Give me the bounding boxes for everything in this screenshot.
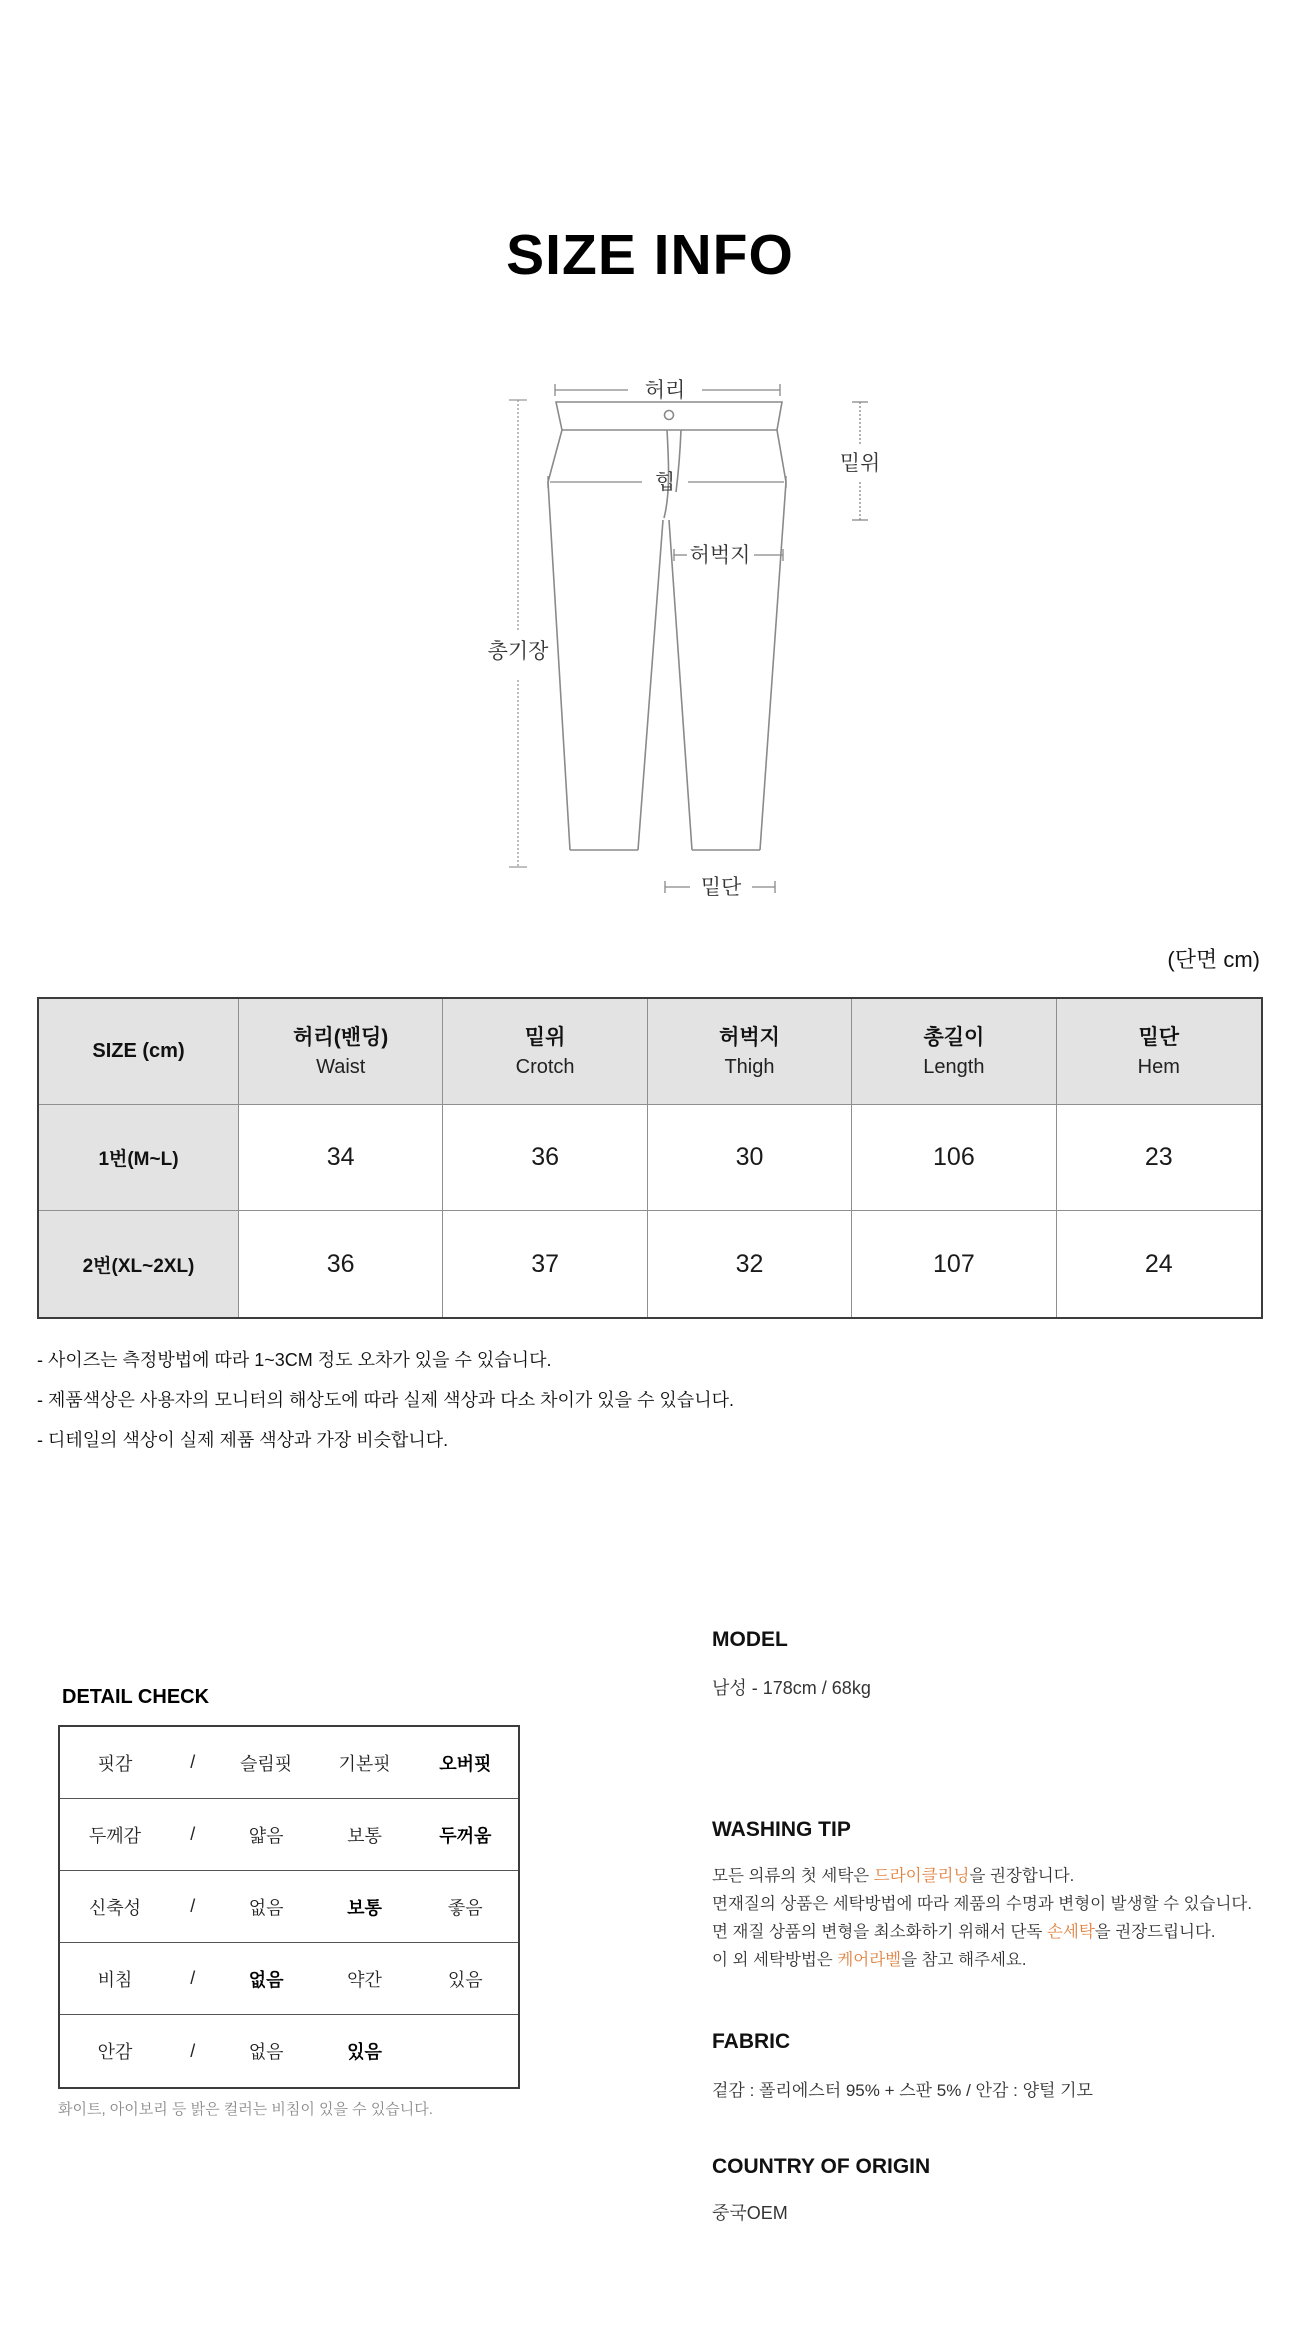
diagram-label-total-length: 총기장	[487, 640, 549, 663]
washing-tip-line	[712, 1862, 1272, 1890]
size-table-row-label: 2번(XL~2XL)	[39, 1211, 239, 1317]
washing-tip-text: 을 권장드립니다.	[1094, 1923, 1216, 1941]
size-table-cell: 34	[239, 1105, 443, 1211]
detail-check-row	[60, 1799, 518, 1871]
detail-check-row	[60, 2015, 518, 2087]
washing-tip-text: 면재질의 상품은 세탁방법에 따라 제품의 수명과 변형이 발생할 수 있습니다.	[712, 1895, 1252, 1913]
model-text: 남성 - 178cm / 68kg	[712, 1678, 871, 1698]
washing-tip-text: 이 외 세탁방법은	[712, 1951, 838, 1969]
detail-check-row	[60, 1727, 518, 1799]
fabric-heading: FABRIC	[712, 2030, 791, 2053]
size-table-cell: 37	[443, 1211, 647, 1317]
diagram-label-crotch: 밑위	[839, 452, 881, 475]
size-table-header-cell	[648, 999, 852, 1105]
detail-check-footnote: 화이트, 아이보리 등 밝은 컬러는 비침이 있을 수 있습니다.	[58, 2101, 433, 2118]
detail-check-option: 오버핏	[439, 1753, 492, 1774]
size-table-cell: 106	[852, 1105, 1056, 1211]
size-table-header-ko: 허벅지	[719, 1025, 780, 1049]
washing-tip-heading: WASHING TIP	[712, 1818, 851, 1841]
unit-label: (단면 cm)	[1167, 947, 1260, 972]
size-notes	[37, 1340, 734, 1460]
origin-heading: COUNTRY OF ORIGIN	[712, 2155, 931, 2178]
detail-check-label: 안감	[97, 2042, 133, 2062]
washing-tip-text: 을 권장합니다.	[969, 1867, 1075, 1885]
size-table-header-en: Hem	[1137, 1055, 1180, 1078]
detail-check-heading: DETAIL CHECK	[62, 1686, 210, 1708]
total-length-dimension-line	[509, 400, 527, 867]
size-note: - 제품색상은 사용자의 모니터의 해상도에 따라 실제 색상과 다소 차이가 있을 수 있습니다.	[37, 1390, 734, 1410]
washing-tip-lines	[712, 1862, 1272, 1974]
detail-check-option: 보통	[347, 1825, 382, 1846]
diagram-label-thigh: 허벅지	[689, 544, 751, 567]
detail-check-option: 기본핏	[338, 1753, 391, 1774]
origin-text: 중국OEM	[712, 2203, 788, 2223]
size-table-header-en: Waist	[316, 1055, 366, 1078]
detail-check-row	[60, 1943, 518, 2015]
detail-check-slash: /	[190, 1896, 196, 1916]
page-title: SIZE INFO	[506, 223, 794, 287]
size-table-row-label: 1번(M~L)	[39, 1105, 239, 1211]
size-table-cell: 30	[648, 1105, 852, 1211]
washing-tip-text: 면 재질 상품의 변형을 최소화하기 위해서 단독	[712, 1923, 1047, 1941]
detail-check-slash: /	[190, 1824, 196, 1844]
fabric-text: 겉감 : 폴리에스터 95% + 스판 5% / 안감 : 양털 기모	[712, 2081, 1093, 2100]
size-table-header-ko: 총길이	[923, 1025, 985, 1049]
detail-check-option: 얇음	[248, 1825, 284, 1846]
detail-check-slash: /	[190, 2040, 196, 2061]
size-note: - 사이즈는 측정방법에 따라 1~3CM 정도 오차가 있을 수 있습니다.	[37, 1350, 552, 1370]
size-table-row	[39, 1105, 1261, 1211]
washing-tip-line	[712, 1890, 1272, 1918]
size-table-row	[39, 1211, 1261, 1317]
pants-diagram	[330, 370, 950, 915]
detail-check-label: 비침	[97, 1969, 133, 1990]
washing-tip-text: 을 참고 해주세요.	[901, 1951, 1027, 1969]
detail-check-slash: /	[190, 1752, 196, 1772]
washing-tip-line	[712, 1918, 1272, 1946]
size-note: - 디테일의 색상이 실제 제품 색상과 가장 비슷합니다.	[37, 1430, 449, 1450]
size-table-cell: 32	[648, 1211, 852, 1317]
detail-check-label: 핏감	[97, 1753, 133, 1774]
washing-tip-line	[712, 1946, 1272, 1974]
detail-check-slash: /	[190, 1968, 196, 1988]
size-table-header-ko: 밑위	[524, 1025, 566, 1049]
size-table-header-ko: 허리(밴딩)	[293, 1025, 389, 1049]
diagram-label-waist: 허리	[644, 379, 686, 402]
size-table-header-en: Length	[923, 1055, 985, 1078]
detail-check-option: 약간	[347, 1969, 382, 1990]
detail-check-label: 신축성	[88, 1897, 142, 1918]
detail-check-row	[60, 1871, 518, 1943]
size-table-corner: SIZE (cm)	[39, 999, 239, 1105]
detail-check-option: 없음	[248, 1897, 284, 1918]
detail-check-option: 슬림핏	[239, 1753, 293, 1774]
size-table-header-cell	[443, 999, 647, 1105]
size-table-cell: 107	[852, 1211, 1056, 1317]
washing-tip-text: 모든 의류의 첫 세탁은	[712, 1867, 874, 1885]
size-table-header-cell	[239, 999, 443, 1105]
size-table-header-en: Thigh	[724, 1055, 775, 1078]
detail-check-option: 없음	[248, 2042, 284, 2062]
model-heading: MODEL	[712, 1628, 788, 1651]
washing-tip-highlight: 드라이클리닝	[873, 1867, 970, 1885]
detail-check-option: 두꺼움	[439, 1825, 492, 1846]
size-table-cell: 23	[1057, 1105, 1261, 1211]
size-table-header-cell	[1057, 999, 1261, 1105]
pants-outline	[548, 402, 786, 850]
detail-check-option: 없음	[248, 1969, 284, 1990]
size-table-header-row	[39, 999, 1261, 1105]
size-table-cell: 36	[239, 1211, 443, 1317]
detail-check-option: 좋음	[447, 1897, 483, 1918]
size-table	[37, 997, 1263, 1319]
size-table-header-cell	[852, 999, 1056, 1105]
size-table-header-en: Crotch	[515, 1055, 575, 1078]
size-table-header-ko: 밑단	[1138, 1025, 1180, 1049]
washing-tip-highlight: 케어라벨	[837, 1951, 902, 1969]
washing-tip-highlight: 손세탁	[1046, 1923, 1095, 1941]
detail-check-option: 있음	[447, 1969, 483, 1990]
size-table-cell: 36	[443, 1105, 647, 1211]
detail-check-table	[58, 1725, 520, 2089]
size-table-cell: 24	[1144, 1249, 1173, 1278]
detail-check-option: 보통	[347, 1897, 382, 1918]
info-column	[712, 1628, 1272, 2225]
detail-check-label: 두께감	[88, 1825, 142, 1846]
detail-check-option: 있음	[347, 2042, 382, 2062]
pants-diagram-svg	[330, 370, 950, 915]
diagram-label-hip: 힙	[654, 471, 676, 494]
diagram-label-hem: 밑단	[700, 876, 742, 899]
